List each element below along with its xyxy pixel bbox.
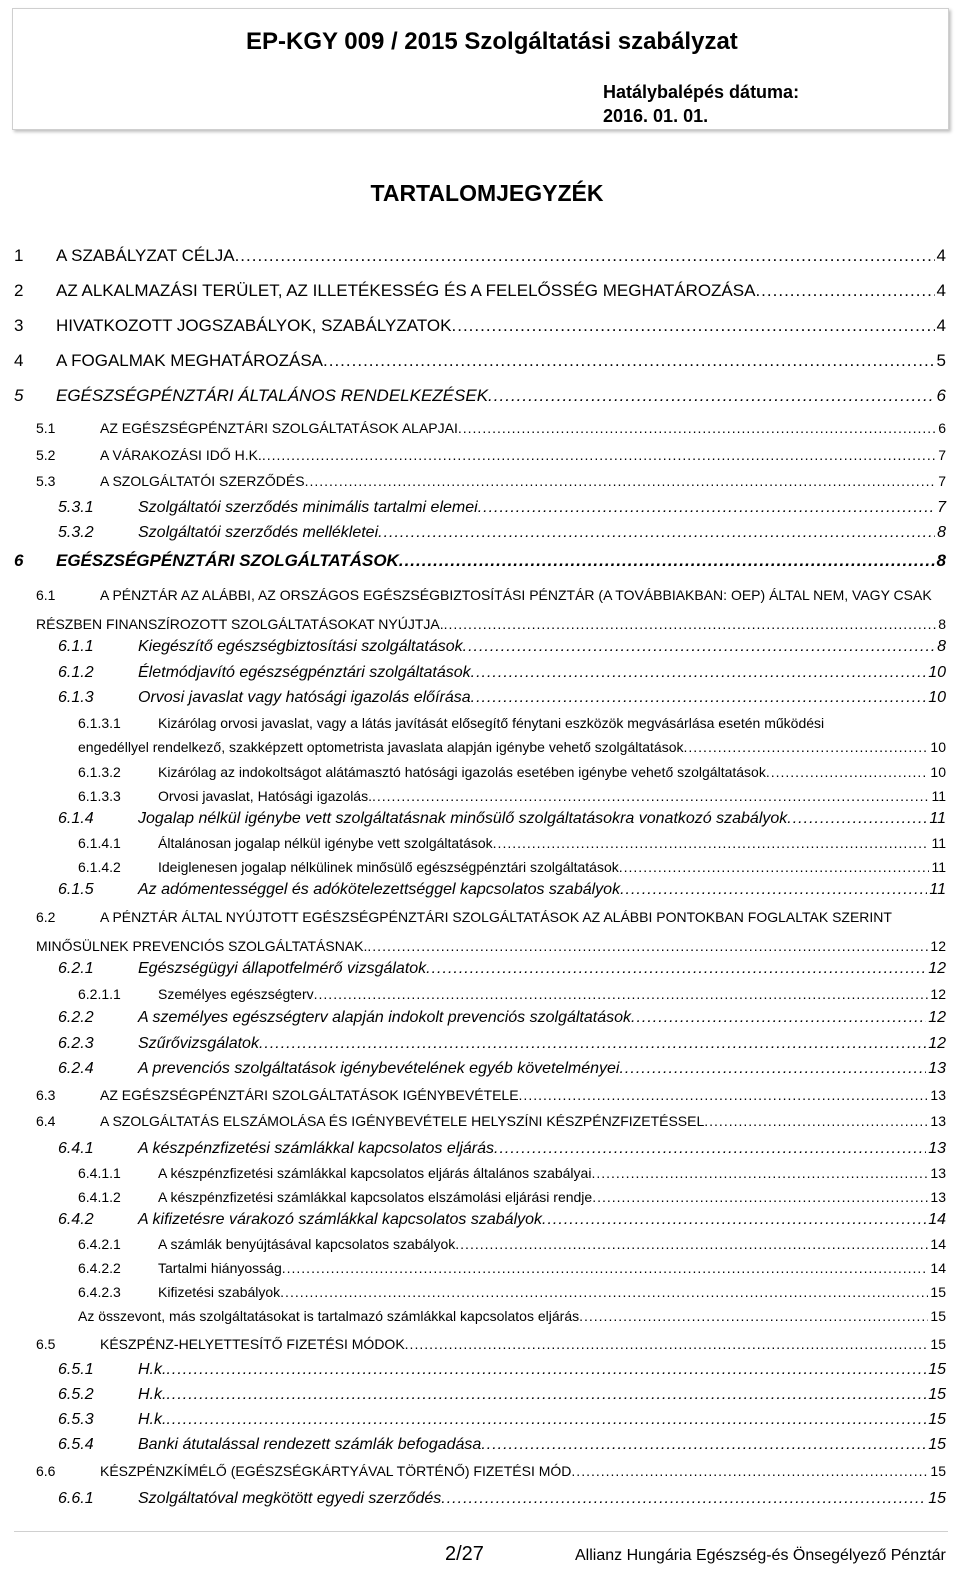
toc-entry-page: 11 xyxy=(931,859,946,875)
toc-entry-title: Orvosi javaslat vagy hatósági igazolás előírása xyxy=(138,689,471,706)
toc-leader-dots xyxy=(166,1386,926,1404)
toc-entry-title: A kifizetésre várakozó számlákkal kapcsolatos szabályok xyxy=(138,1211,543,1228)
toc-leader-dots xyxy=(166,1361,926,1379)
toc-entry-title: A SZABÁLYZAT CÉLJA xyxy=(56,246,235,265)
toc-entry-page: 15 xyxy=(930,1284,946,1300)
toc-entry-page: 4 xyxy=(936,281,946,300)
toc-entry-title: A PÉNZTÁR ÁLTAL NYÚJTOTT EGÉSZSÉGPÉNZTÁRI SZOLGÁLTATÁSOK AZ ALÁBBI PONTOKBAN FOGLALTAK SZERINT xyxy=(100,909,892,925)
toc-entry-page: 5 xyxy=(936,351,946,370)
toc-entry-number: 5.1 xyxy=(36,420,56,436)
toc-entry-number: 6.1.4 xyxy=(58,810,94,827)
toc-entry-title: AZ EGÉSZSÉGPÉNZTÁRI SZOLGÁLTATÁSOK IGÉNYBEVÉTELE xyxy=(100,1087,519,1103)
toc-entry-page: 10 xyxy=(928,664,946,681)
toc-entry-page: 15 xyxy=(928,1386,946,1403)
toc-entry-number: 6.2.1 xyxy=(58,960,94,977)
toc-entry-number: 6.1.2 xyxy=(58,664,94,681)
toc-entry-title: Banki átutalással rendezett számlák befogadása xyxy=(138,1436,482,1453)
toc-entry-number: 6.1.5 xyxy=(58,881,94,898)
toc-entry-title: Az adómentességgel és adókötelezettséggel kapcsolatos szabályok xyxy=(138,881,621,898)
toc-entry-title: Szűrővizsgálatok xyxy=(138,1035,259,1052)
toc-leader-dots xyxy=(591,1165,928,1181)
toc-heading: TARTALOMJEGYZÉK xyxy=(370,180,604,206)
toc-entry-page: 12 xyxy=(928,1009,946,1026)
toc-leader-dots xyxy=(684,739,929,755)
toc-leader-dots xyxy=(704,1113,928,1129)
toc-entry-number: 5.2 xyxy=(36,447,56,463)
toc-leader-dots xyxy=(471,689,927,707)
toc-entry-number: 6.2.4 xyxy=(58,1060,94,1077)
toc-entry-title: A számlák benyújtásával kapcsolatos szabályok xyxy=(158,1236,456,1252)
toc-leader-dots xyxy=(571,1463,928,1479)
toc-entry-page: 13 xyxy=(930,1113,946,1129)
toc-leader-dots xyxy=(405,1336,929,1352)
toc-entry-title: A SZOLGÁLTATÁS ELSZÁMOLÁSA ÉS IGÉNYBEVÉTELE HELYSZÍNI KÉSZPÉNZFIZETÉSSEL xyxy=(100,1113,705,1129)
toc-entry-number: 6.1.1 xyxy=(58,638,94,655)
toc-entry-title: A készpénzfizetési számlákkal kapcsolatos eljárás xyxy=(138,1140,495,1157)
toc-entry-number: 6.2.2 xyxy=(58,1009,94,1026)
toc-entry-number: 6.1.3.1 xyxy=(78,715,121,731)
toc-entry-title: Szolgáltatóval megkötött egyedi szerződés xyxy=(138,1490,442,1507)
toc-entry-title: A SZOLGÁLTATÓI SZERZŐDÉS xyxy=(100,473,305,489)
toc-entry-title: H.k. xyxy=(138,1361,167,1378)
toc-entry-page: 6 xyxy=(938,420,946,436)
toc-entry-title: A FOGALMAK MEGHATÁROZÁSA xyxy=(56,351,324,370)
toc-entry-page: 15 xyxy=(928,1490,946,1507)
toc-entry-title: Kizárólag orvosi javaslat, vagy a látás javítását elősegítő fénytani eszközök megvásárlása esetén működési xyxy=(158,715,825,731)
effective-date-value: 2016. 01. 01. xyxy=(603,106,709,126)
footer-divider xyxy=(14,1531,948,1532)
toc-entry-number: 6 xyxy=(14,551,24,570)
toc-leader-dots xyxy=(305,473,937,489)
toc-entry-page: 10 xyxy=(930,739,946,755)
toc-entry-page: 4 xyxy=(936,246,946,265)
toc-entry-number: 2 xyxy=(14,281,24,300)
toc-leader-dots xyxy=(478,499,935,517)
toc-entry-page: 13 xyxy=(928,1140,946,1157)
toc-leader-dots xyxy=(314,986,929,1002)
toc-entry-page: 11 xyxy=(931,788,946,804)
toc-leader-dots xyxy=(755,281,934,301)
toc-entry-title-cont: RÉSZBEN FINANSZÍROZOTT SZOLGÁLTATÁSOKAT NYÚJTJA. xyxy=(36,616,444,632)
footer-page-number: 2/27 xyxy=(445,1543,484,1565)
toc-entry-title: A PÉNZTÁR AZ ALÁBBI, AZ ORSZÁGOS EGÉSZSÉGBIZTOSÍTÁSI PÉNZTÁR (A TOVÁBBIAKBAN: OEP) ÁLTAL NEM, VAGY CSAK xyxy=(100,587,932,603)
toc-entry-number: 1 xyxy=(14,246,24,265)
toc-leader-dots xyxy=(262,447,936,463)
toc-leader-dots xyxy=(620,881,927,899)
toc-entry-number: 6.5.4 xyxy=(58,1436,94,1453)
toc-entry-title: Tartalmi hiányosság xyxy=(158,1260,282,1276)
toc-entry-number: 6.5.2 xyxy=(58,1386,94,1403)
toc-entry-page: 11 xyxy=(929,881,946,898)
toc-leader-dots xyxy=(787,810,927,828)
toc-entry-number: 5.3 xyxy=(36,473,56,489)
toc-leader-dots xyxy=(399,551,935,571)
toc-entry-number: 6.6.1 xyxy=(58,1490,94,1507)
toc-entry-page: 15 xyxy=(928,1411,946,1428)
toc-entry-number: 6.4.2.2 xyxy=(78,1260,121,1276)
document-header xyxy=(12,8,949,130)
toc-entry-title: KÉSZPÉNZKÍMÉLŐ (EGÉSZSÉGKÁRTYÁVAL TÖRTÉNŐ) FIZETÉSI MÓD xyxy=(100,1463,572,1479)
toc-entry-page: 7 xyxy=(938,473,946,489)
toc-leader-dots xyxy=(619,859,930,875)
toc-entry-number: 6.2.3 xyxy=(58,1035,94,1052)
toc-leader-dots xyxy=(235,246,935,266)
toc-entry-page: 15 xyxy=(930,1308,946,1324)
toc-leader-dots xyxy=(592,1189,928,1205)
toc-entry-title: Életmódjavító egészségpénztári szolgáltatások xyxy=(138,664,471,681)
toc-leader-dots xyxy=(455,1236,928,1252)
toc-leader-dots xyxy=(282,1260,929,1276)
toc-entry-number: 6.3 xyxy=(36,1087,56,1103)
toc-entry-number: 5.3.2 xyxy=(58,524,94,541)
toc-entry-number: 6.4.1 xyxy=(58,1140,94,1157)
toc-entry-page: 11 xyxy=(931,835,946,851)
effective-date-label: Hatálybalépés dátuma: xyxy=(603,82,800,102)
toc-leader-dots xyxy=(458,420,936,436)
toc-entry-title: EGÉSZSÉGPÉNZTÁRI ÁLTALÁNOS RENDELKEZÉSEK xyxy=(56,386,489,405)
toc-leader-dots xyxy=(488,386,934,406)
toc-entry-title: A személyes egészségterv alapján indokolt prevenciós szolgáltatások xyxy=(138,1009,632,1026)
toc-entry-number: 3 xyxy=(14,316,24,335)
toc-entry-number: 6.1.4.2 xyxy=(78,859,121,875)
toc-entry-number: 6.1 xyxy=(36,587,56,603)
toc-entry-page: 8 xyxy=(938,616,946,632)
toc-entry-page: 12 xyxy=(930,938,946,954)
toc-entry-title: H.k. xyxy=(138,1386,167,1403)
toc-entry-title: EGÉSZSÉGPÉNZTÁRI SZOLGÁLTATÁSOK xyxy=(56,551,399,570)
toc-entry-number: 6.4.2.1 xyxy=(78,1236,121,1252)
toc-leader-dots xyxy=(323,351,935,371)
toc-entry-page: 14 xyxy=(930,1236,946,1252)
toc-entry-number: 6.1.4.1 xyxy=(78,835,121,851)
toc-entry-number: 6.5 xyxy=(36,1336,56,1352)
toc-leader-dots xyxy=(579,1308,928,1324)
toc-entry-title: KÉSZPÉNZ-HELYETTESÍTŐ FIZETÉSI MÓDOK xyxy=(100,1336,405,1352)
toc-leader-dots xyxy=(493,835,930,851)
toc-entry-number: 6.5.1 xyxy=(58,1361,94,1378)
toc-entry-number: 6.4.1.1 xyxy=(78,1165,121,1181)
toc-entry-page: 13 xyxy=(930,1087,946,1103)
toc-entry-page: 12 xyxy=(930,986,946,1002)
toc-entry-page: 15 xyxy=(930,1463,946,1479)
toc-leader-dots xyxy=(378,524,935,542)
toc-entry-title: Szolgáltatói szerződés mellékletei xyxy=(138,524,379,541)
toc-entry-page: 15 xyxy=(928,1361,946,1378)
toc-leader-dots xyxy=(367,938,928,954)
toc-entry-page: 14 xyxy=(928,1211,946,1228)
toc-entry-title: Kifizetési szabályok xyxy=(158,1284,281,1300)
toc-entry-title: H.k. xyxy=(138,1411,167,1428)
toc-entry-title: Jogalap nélkül igénybe vett szolgáltatásnak minősülő szolgáltatásokra vonatkozó szabályok xyxy=(138,810,788,827)
toc-entry-title: AZ EGÉSZSÉGPÉNZTÁRI SZOLGÁLTATÁSOK ALAPJAI xyxy=(100,420,458,436)
toc-entry-page: 14 xyxy=(930,1260,946,1276)
toc-entry-title: Az összevont, más szolgáltatásokat is tartalmazó számlákkal kapcsolatos eljárás xyxy=(78,1308,580,1324)
toc-entry-title: Kizárólag az indokoltságot alátámasztó hatósági igazolás esetében igénybe vehető szolgáltatások xyxy=(158,764,766,780)
toc-entry-page: 10 xyxy=(928,689,946,706)
toc-entry-number: 6.2 xyxy=(36,909,56,925)
toc-entry-number: 6.1.3.2 xyxy=(78,764,121,780)
toc-entry-page: 13 xyxy=(930,1165,946,1181)
toc-entry-title: Szolgáltatói szerződés minimális tartalmi elemei xyxy=(138,499,478,516)
toc-entry-page: 12 xyxy=(928,1035,946,1052)
toc-entry-page: 13 xyxy=(928,1060,946,1077)
toc-entry-title: HIVATKOZOTT JOGSZABÁLYOK, SZABÁLYZATOK xyxy=(56,316,452,335)
toc-entry-title: Egészségügyi állapotfelmérő vizsgálatok xyxy=(138,960,427,977)
toc-entry-page: 7 xyxy=(937,499,946,516)
toc-entry-title: Kiegészítő egészségbiztosítási szolgáltatások xyxy=(138,638,463,655)
toc-leader-dots xyxy=(766,764,929,780)
toc-entry-number: 6.4.2 xyxy=(58,1211,94,1228)
toc-leader-dots xyxy=(494,1140,926,1158)
effective-date-block xyxy=(603,80,799,128)
toc-entry-title-cont: engedéllyel rendelkező, szakképzett optometrista javaslata alapján igénybe vehető szolgáltatások xyxy=(78,739,684,755)
toc-entry-title: A készpénzfizetési számlákkal kapcsolatos elszámolási eljárási rendje xyxy=(158,1189,593,1205)
toc-leader-dots xyxy=(619,1060,926,1078)
toc-entry-page: 8 xyxy=(937,524,946,541)
document-title: EP-KGY 009 / 2015 Szolgáltatási szabályzat xyxy=(246,28,738,55)
toc-entry-title: Ideiglenesen jogalap nélkülinek minősülő egészségpénztári szolgáltatások xyxy=(158,859,619,875)
toc-entry-title-cont: MINŐSÜLNEK PREVENCIÓS SZOLGÁLTATÁSNAK. xyxy=(36,938,368,954)
toc-leader-dots xyxy=(166,1411,926,1429)
toc-entry-page: 10 xyxy=(930,764,946,780)
toc-entry-number: 4 xyxy=(14,351,24,370)
toc-leader-dots xyxy=(259,1035,926,1053)
toc-entry-number: 6.5.3 xyxy=(58,1411,94,1428)
toc-entry-title: AZ ALKALMAZÁSI TERÜLET, AZ ILLETÉKESSÉG ÉS A FELELŐSSÉG MEGHATÁROZÁSA xyxy=(56,281,756,300)
toc-entry-number: 6.4.2.3 xyxy=(78,1284,121,1300)
toc-entry-number: 6.4 xyxy=(36,1113,56,1129)
toc-leader-dots xyxy=(542,1211,926,1229)
toc-entry-title: A készpénzfizetési számlákkal kapcsolatos eljárás általános szabályai xyxy=(158,1165,592,1181)
toc-entry-page: 4 xyxy=(936,316,946,335)
toc-entry-page: 13 xyxy=(930,1189,946,1205)
toc-leader-dots xyxy=(519,1087,929,1103)
toc-entry-title: Személyes egészségterv xyxy=(158,986,314,1002)
toc-entry-title: Orvosi javaslat, Hatósági igazolás. xyxy=(158,788,372,804)
toc-leader-dots xyxy=(372,788,929,804)
toc-entry-page: 8 xyxy=(936,551,946,570)
toc-entry-page: 15 xyxy=(928,1436,946,1453)
toc-entry-page: 11 xyxy=(929,810,946,827)
toc-leader-dots xyxy=(471,664,927,682)
toc-entry-page: 12 xyxy=(928,960,946,977)
toc-entry-number: 6.1.3.3 xyxy=(78,788,121,804)
toc-leader-dots xyxy=(463,638,935,656)
toc-entry-number: 5.3.1 xyxy=(58,499,94,516)
toc-leader-dots xyxy=(441,1490,926,1508)
toc-entry-page: 8 xyxy=(937,638,946,655)
toc-entry-page: 15 xyxy=(930,1336,946,1352)
toc-entry-page: 6 xyxy=(936,386,946,405)
toc-entry-title: A VÁRAKOZÁSI IDŐ H.K. xyxy=(100,447,262,463)
toc-entry-page: 7 xyxy=(938,447,946,463)
toc-leader-dots xyxy=(426,960,926,978)
footer-organization: Allianz Hungária Egészség-és Önsegélyező Pénztár xyxy=(575,1547,946,1564)
toc-entry-title: Általánosan jogalap nélkül igénybe vett szolgáltatások xyxy=(158,835,493,851)
toc-entry-number: 6.6 xyxy=(36,1463,56,1479)
toc-entry-number: 6.1.3 xyxy=(58,689,94,706)
toc-leader-dots xyxy=(481,1436,926,1454)
toc-entry-number: 6.4.1.2 xyxy=(78,1189,121,1205)
toc-leader-dots xyxy=(444,616,937,632)
toc-leader-dots xyxy=(631,1009,926,1027)
toc-entry-title: A prevenciós szolgáltatások igénybevételének egyéb követelményei xyxy=(138,1060,620,1077)
toc-entry-number: 5 xyxy=(14,386,24,405)
toc-entry-number: 6.2.1.1 xyxy=(78,986,121,1002)
toc-leader-dots xyxy=(452,316,935,336)
toc-leader-dots xyxy=(280,1284,928,1300)
